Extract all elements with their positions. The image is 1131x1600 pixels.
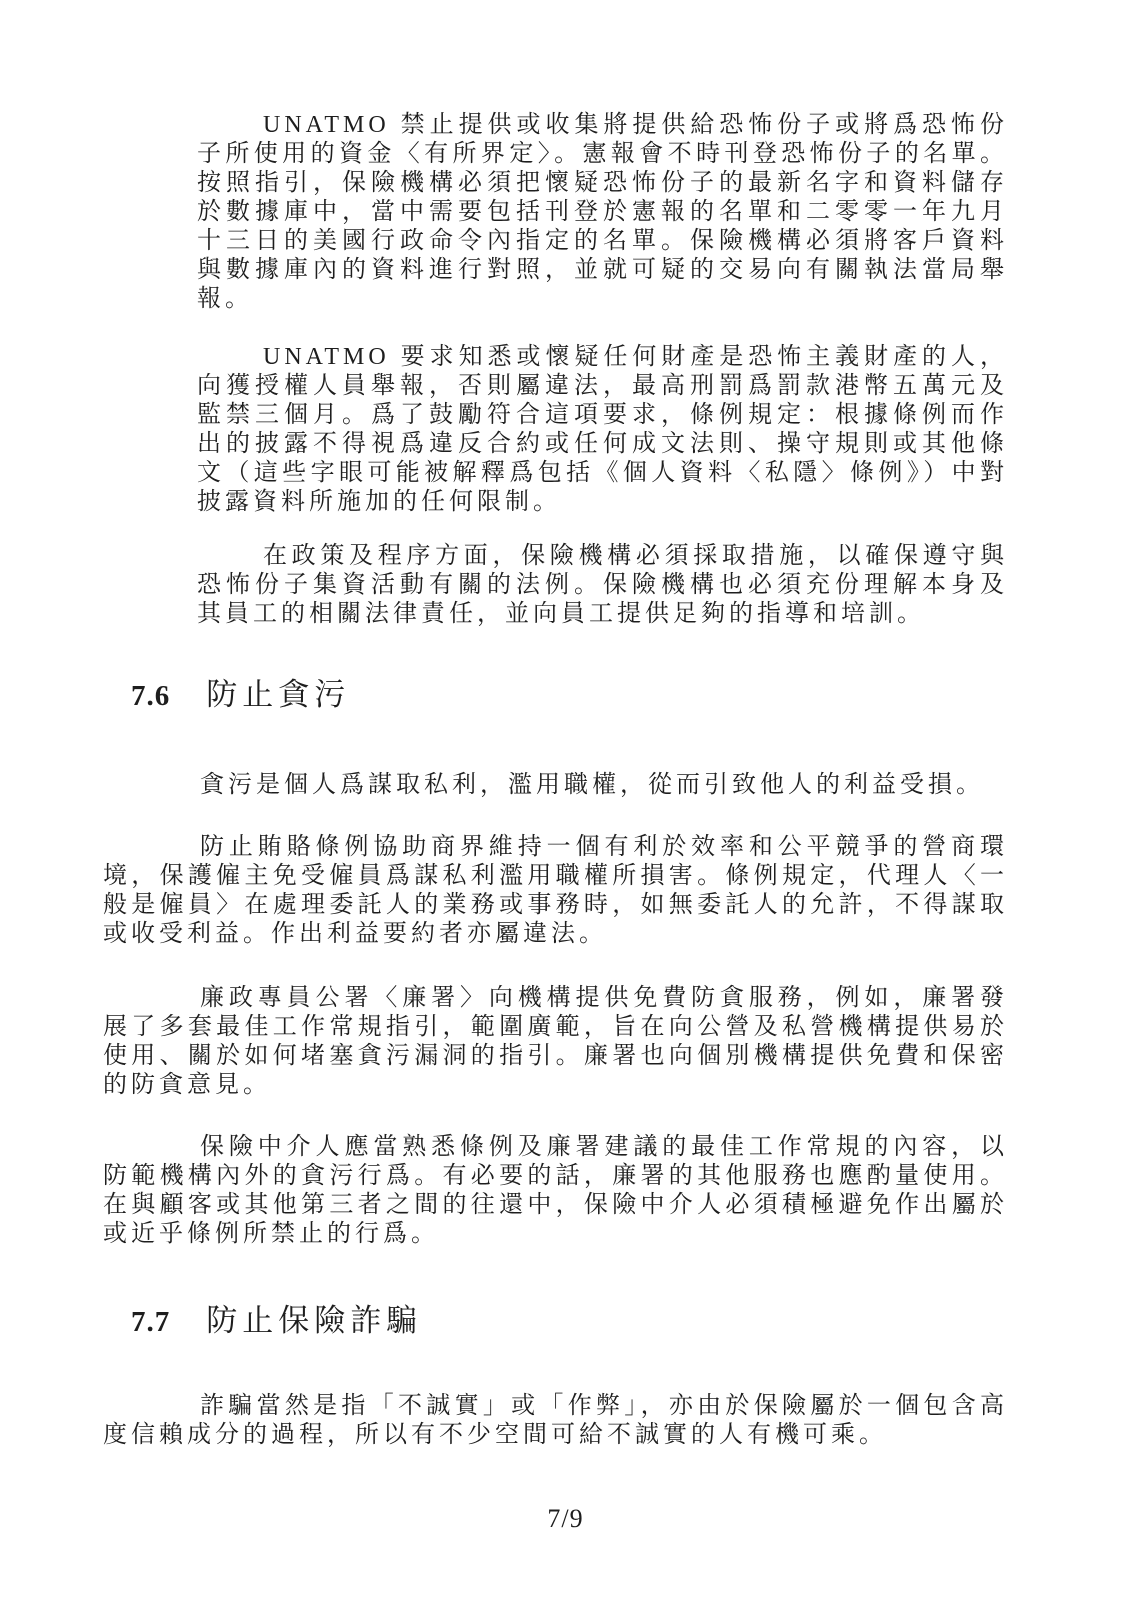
section-heading-7-7: [131, 1301, 1008, 1347]
section-7-6-paragraph-icac-services: 廉政專員公署〈廉署〉向機構提供免費防貪服務，例如，廉署發展了多套最佳工作常規指引，範圍廣範，旨在向公營及私營機構提供易於使用、關於如何堵塞貪污漏洞的指引。廉署也向個別機構提供免費和保密的防貪意見。: [103, 985, 1008, 1098]
section-number: 7.7: [131, 1306, 171, 1338]
intro-paragraph-policy-procedures: 在政策及程序方面，保險機構必須採取措施，以確保遵守與恐怖份子集資活動有關的法例。保險機構也必須充份理解本身及其員工的相關法律責任，並向員工提供足夠的指導和培訓。: [197, 543, 1008, 627]
intro-paragraph-unatmo-reporting: UNATMO 要求知悉或懷疑任何財產是恐怖主義財產的人，向獲授權人員舉報，否則屬違法，最高刑罰爲罰款港幣五萬元及監禁三個月。爲了鼓勵符合這項要求，條例規定：根據條例而作出的披露不得視爲違反合約或任何成文法則、操守規則或其他條文（這些字眼可能被解釋爲包括《個人資料〈私隱〉條例》）中對披露資料所施加的任何限制。: [197, 344, 1008, 515]
section-title: 防止保險詐騙: [206, 1303, 423, 1338]
section-7-7-paragraph-fraud-definition: 詐騙當然是指「不誠實」或「作弊」，亦由於保險屬於一個包含高度信賴成分的過程，所以有不少空間可給不誠實的人有機可乘。: [103, 1393, 1008, 1448]
intro-paragraph-unatmo-funds: UNATMO 禁止提供或收集將提供給恐怖份子或將爲恐怖份子所使用的資金〈有所界定〉。憲報會不時刊登恐怖份子的名單。按照指引，保險機構必須把懷疑恐怖份子的最新名字和資料儲存於數據庫中，當中需要包括刊登於憲報的名單和二零零一年九月十三日的美國行政命令內指定的名單。保險機構必須將客戶資料與數據庫內的資料進行對照，並就可疑的交易向有關執法當局舉報。: [197, 112, 1008, 312]
section-heading-7-6: [131, 675, 1008, 721]
section-number: 7.6: [131, 680, 171, 712]
section-title: 防止貪污: [206, 677, 351, 712]
page-number: 7/9: [547, 1504, 584, 1533]
section-7-6-paragraph-bribery-ordinance: 防止賄賂條例協助商界維持一個有利於效率和公平競爭的營商環境，保護僱主免受僱員爲謀私利濫用職權所損害。條例規定，代理人〈一般是僱員〉在處理委託人的業務或事務時，如無委託人的允許，不得謀取或收受利益。作出利益要約者亦屬違法。: [103, 834, 1008, 947]
section-7-6-paragraph-definition: 貪污是個人爲謀取私利，濫用職權，從而引致他人的利益受損。: [200, 772, 984, 798]
section-7-6-paragraph-intermediaries: 保險中介人應當熟悉條例及廉署建議的最佳工作常規的內容，以防範機構內外的貪污行爲。有必要的話，廉署的其他服務也應酌量使用。在與顧客或其他第三者之間的往還中，保險中介人必須積極避免作出屬於或近乎條例所禁止的行爲。: [103, 1134, 1008, 1247]
